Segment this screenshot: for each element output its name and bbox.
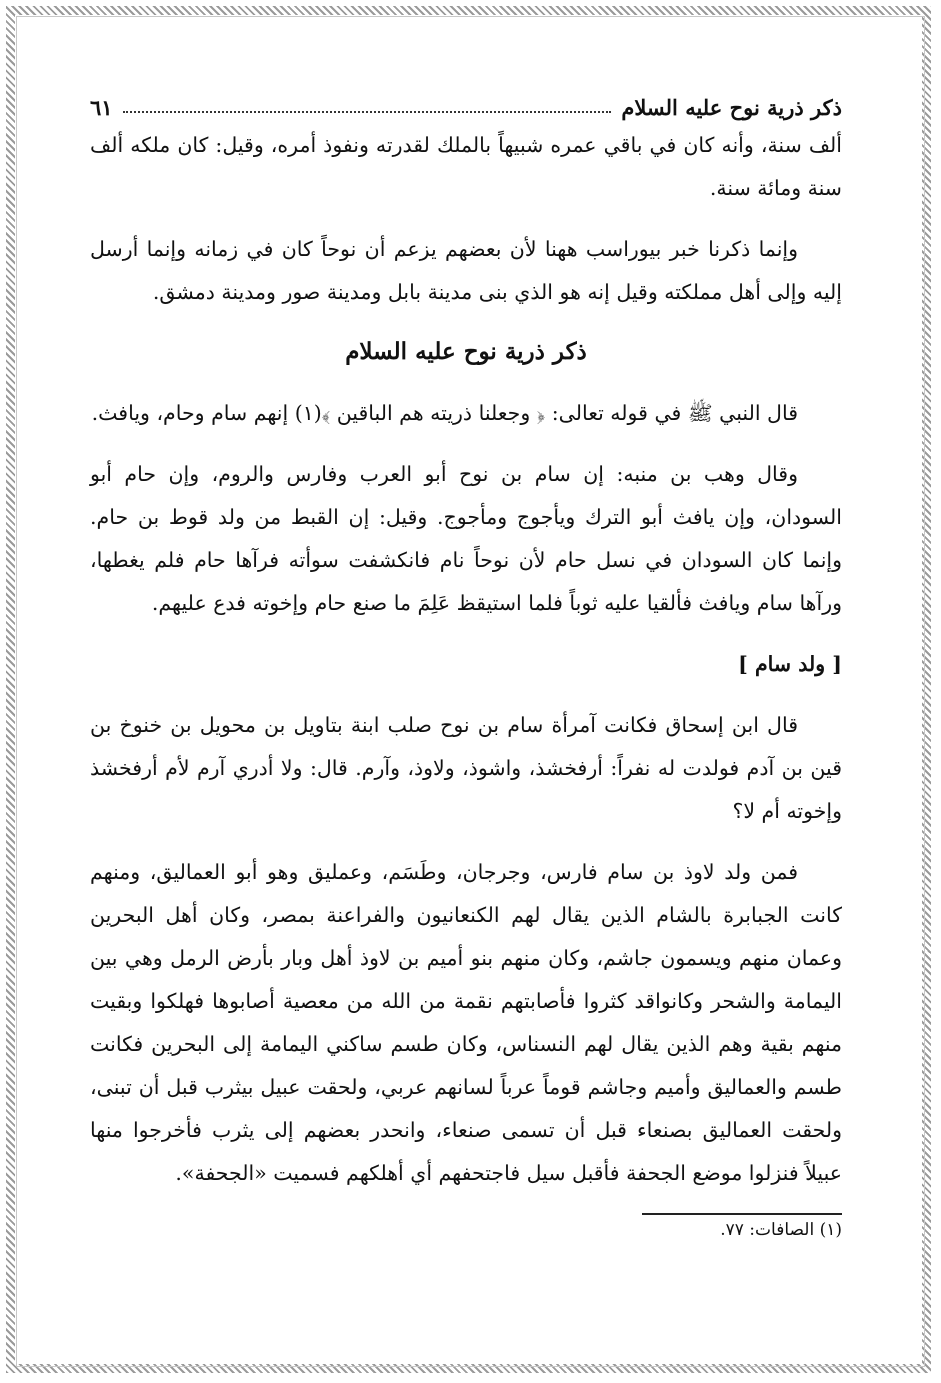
footnote: (١) الصافات: ٧٧.	[720, 1220, 842, 1240]
paragraph-1: ألف سنة، وأنه كان في باقي عمره شبيهاً بالملك لقدرته ونفوذ أمره، وقيل: كان ملكه ألف سنة ومائة سنة.	[90, 133, 842, 200]
paragraph-2: وإنما ذكرنا خبر بيوراسب ههنا لأن بعضهم يزعم أن نوحاً كان في زمانه وإنما أرسل إليه وإلى أهل مملكته وقيل إنه هو الذي بنى مدينة بابل ومدينة صور ومدينة دمشق.	[90, 237, 842, 304]
footnote-area	[90, 1213, 842, 1245]
paragraph-3: قال النبي ﷺ في قوله تعالى: ﴿ وجعلنا ذريته هم الباقين ﴾(١) إنهم سام وحام، ويافث.	[91, 401, 798, 425]
paragraph-6: فمن ولد لاوذ بن سام فارس، وجرجان، وطَسَم، وعمليق وهو أبو العماليق، ومنهم كانت الجبابرة بالشام الذين يقال لهم الكنعانيون والفراعنة بمصر، وكان أهل البحرين وعمان منهم ويسمون جاشم، وكان منهم بنو أميم بن لاوذ أهل وبار بأرض الرمل وهي بين اليمامة والشحر وكانواقد كثروا فأصابتهم نقمة من الله من معصية أصابوها فهلكوا وبقيت منهم بقية وهم الذين يقال لهم النسناس، وكان طسم ساكني اليمامة إلى البحرين فكانت طسم والعماليق وأميم وجاشم قوماً عرباً لسانهم عربي، ولحقت عبيل بيثرب قبل أن تبنى، ولحقت العماليق بصنعاء قبل أن تسمى صنعاء، وانحدر بعضهم إلى يثرب فأخرجوا منها عبيلاً فنزلوا موضع الجحفة فأقبل سيل فاجتحفهم أي أهلكهم فسميت «الجحفة».	[90, 860, 842, 1185]
running-title: ذكر ذرية نوح عليه السلام	[621, 95, 842, 120]
paragraph-5: قال ابن إسحاق فكانت آمرأة سام بن نوح صلب ابنة بتاويل بن محويل بن خنوخ بن قين بن آدم فولدت له نفراً: أرفخشذ، واشوذ، ولاوذ، وآرم. قال: ولا أدري آرم لأم أرفخشذ وإخوته أم لا؟	[90, 713, 842, 823]
paragraph-4: وقال وهب بن منبه: إن سام بن نوح أبو العرب وفارس والروم، وإن حام أبو السودان، وإن يافث أبو الترك ويأجوج ومأجوج. وقيل: إن القبط من ولد قوط بن حام. وإنما كان السودان في نسل حام لأن نوحاً نام فانكشفت سوأته فرآها حام فلم يغطها، ورآها سام ويافث فألقيا عليه ثوباً فلما استيقظ عَلِمَ ما صنع حام وإخوته فدع عليهم.	[90, 462, 842, 615]
subheading: [ ولد سام ]	[738, 652, 842, 676]
page-content	[90, 80, 842, 1245]
body-text	[90, 124, 842, 1195]
dotted-leader	[123, 111, 612, 113]
running-header	[90, 80, 842, 120]
page-number: ٦١	[90, 95, 113, 120]
section-title: ذكر ذرية نوح عليه السلام	[345, 338, 587, 365]
